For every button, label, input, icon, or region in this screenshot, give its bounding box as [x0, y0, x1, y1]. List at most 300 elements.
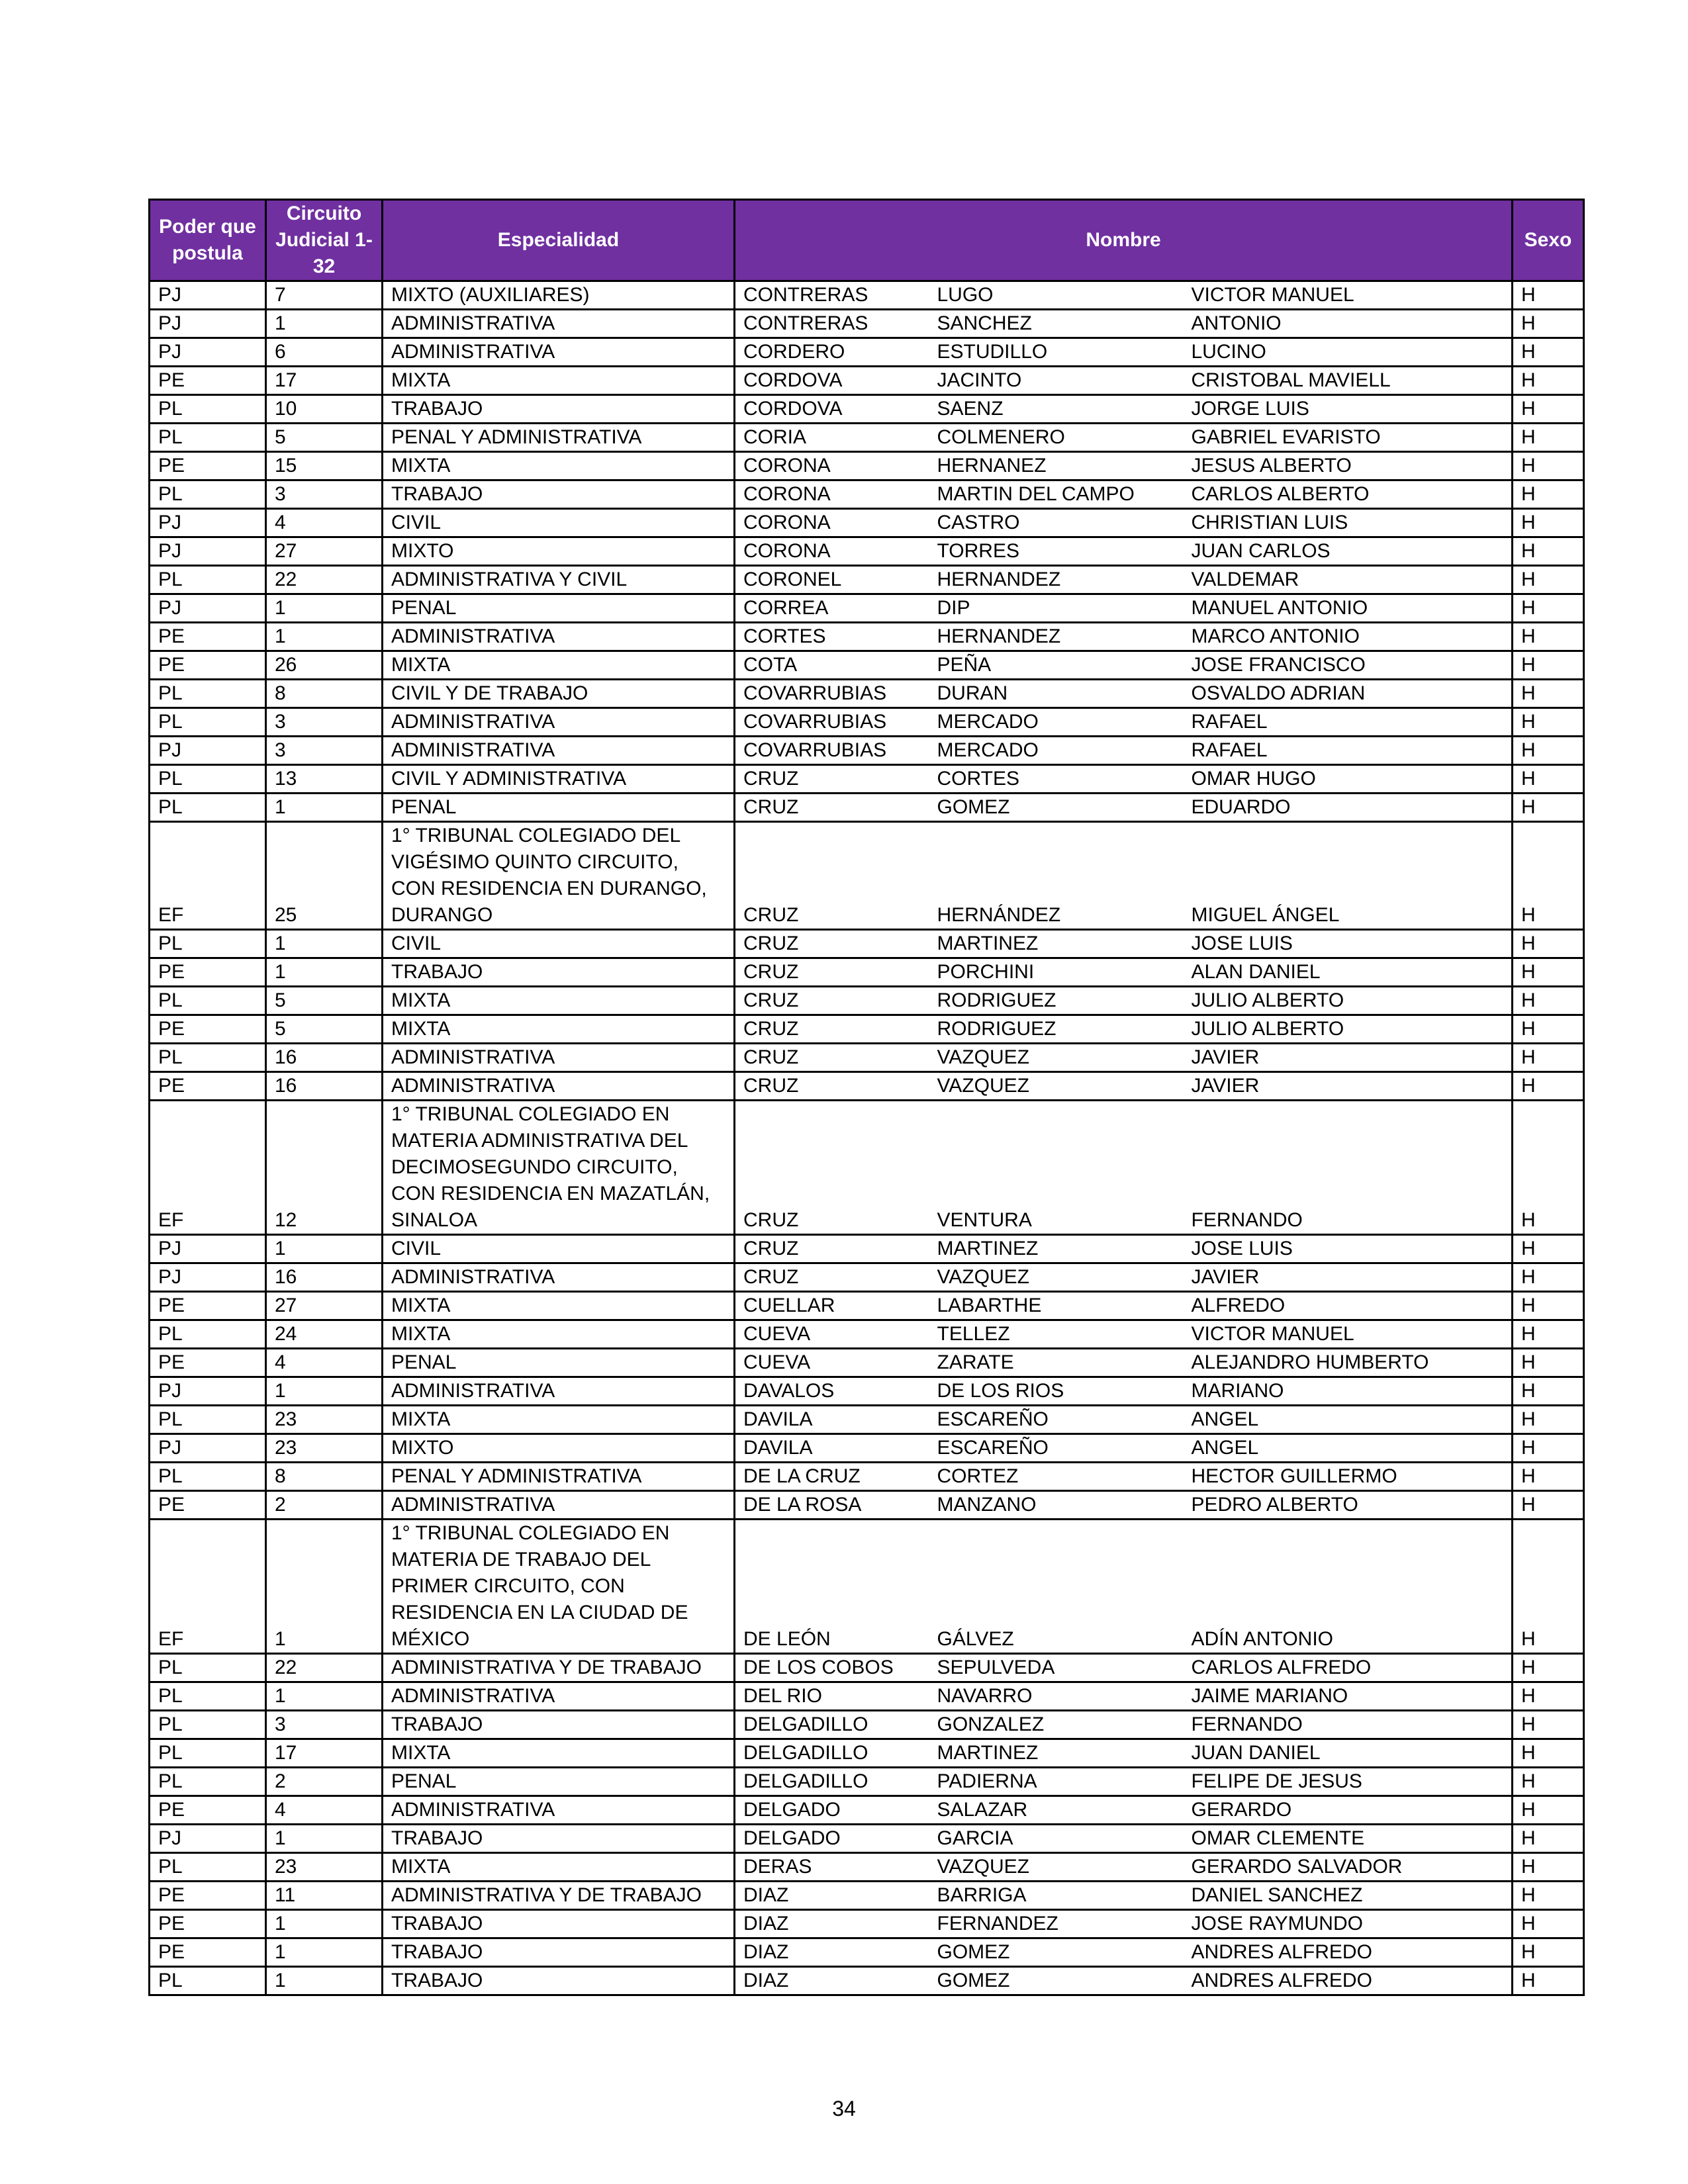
cell-especialidad: PENAL	[383, 794, 735, 822]
cell-especialidad: MIXTA	[383, 1015, 735, 1044]
cell-poder: PL	[150, 566, 266, 594]
cell-nombres: MIGUEL ÁNGEL	[1184, 822, 1513, 930]
cell-circuito: 1	[266, 594, 383, 623]
cell-apellido-materno: PADIERNA	[929, 1768, 1184, 1796]
cell-especialidad: ADMINISTRATIVA	[383, 1491, 735, 1520]
cell-sexo: H	[1513, 1967, 1584, 1995]
table-row	[150, 1739, 1584, 1768]
cell-sexo: H	[1513, 1739, 1584, 1768]
cell-especialidad: MIXTO	[383, 1434, 735, 1463]
cell-poder: PL	[150, 680, 266, 708]
table-row	[150, 651, 1584, 680]
cell-circuito: 12	[266, 1101, 383, 1235]
table-row	[150, 424, 1584, 452]
cell-poder: PJ	[150, 594, 266, 623]
cell-especialidad: MIXTA	[383, 367, 735, 395]
cell-nombres: GERARDO	[1184, 1796, 1513, 1825]
cell-apellido-paterno: CORONA	[735, 480, 929, 509]
cell-poder: PJ	[150, 281, 266, 310]
table-row	[150, 1520, 1584, 1654]
cell-apellido-materno: SALAZAR	[929, 1796, 1184, 1825]
cell-poder: PL	[150, 1463, 266, 1491]
cell-circuito: 1	[266, 1520, 383, 1654]
cell-nombres: MARIANO	[1184, 1377, 1513, 1406]
cell-apellido-materno: VAZQUEZ	[929, 1044, 1184, 1072]
cell-sexo: H	[1513, 1853, 1584, 1882]
table-row	[150, 680, 1584, 708]
cell-poder: PE	[150, 452, 266, 480]
cell-circuito: 3	[266, 1711, 383, 1739]
cell-sexo: H	[1513, 1910, 1584, 1938]
cell-especialidad: MIXTA	[383, 1739, 735, 1768]
cell-apellido-materno: JACINTO	[929, 367, 1184, 395]
cell-apellido-materno: MARTINEZ	[929, 930, 1184, 958]
cell-sexo: H	[1513, 424, 1584, 452]
cell-nombres: FELIPE DE JESUS	[1184, 1768, 1513, 1796]
cell-nombres: ANTONIO	[1184, 310, 1513, 338]
cell-apellido-paterno: DAVILA	[735, 1434, 929, 1463]
cell-poder: PL	[150, 1967, 266, 1995]
cell-poder: PL	[150, 765, 266, 794]
cell-apellido-materno: FERNANDEZ	[929, 1910, 1184, 1938]
cell-circuito: 2	[266, 1491, 383, 1520]
cell-nombres: GABRIEL EVARISTO	[1184, 424, 1513, 452]
cell-apellido-paterno: DAVALOS	[735, 1377, 929, 1406]
cell-apellido-paterno: DE LEÓN	[735, 1520, 929, 1654]
table-row	[150, 537, 1584, 566]
cell-apellido-paterno: DELGADILLO	[735, 1768, 929, 1796]
cell-apellido-paterno: DELGADO	[735, 1825, 929, 1853]
cell-apellido-materno: TORRES	[929, 537, 1184, 566]
cell-poder: PL	[150, 1711, 266, 1739]
cell-sexo: H	[1513, 765, 1584, 794]
cell-circuito: 7	[266, 281, 383, 310]
cell-circuito: 16	[266, 1044, 383, 1072]
cell-circuito: 27	[266, 537, 383, 566]
cell-apellido-paterno: DELGADILLO	[735, 1739, 929, 1768]
cell-apellido-materno: COLMENERO	[929, 424, 1184, 452]
cell-nombres: ALEJANDRO HUMBERTO	[1184, 1349, 1513, 1377]
table-row	[150, 338, 1584, 367]
cell-especialidad: ADMINISTRATIVA	[383, 1682, 735, 1711]
table-row	[150, 930, 1584, 958]
cell-especialidad: MIXTA	[383, 452, 735, 480]
cell-especialidad: ADMINISTRATIVA Y DE TRABAJO	[383, 1882, 735, 1910]
cell-nombres: OMAR HUGO	[1184, 765, 1513, 794]
cell-apellido-paterno: CORDOVA	[735, 395, 929, 424]
cell-apellido-materno: VAZQUEZ	[929, 1072, 1184, 1101]
cell-apellido-materno: RODRIGUEZ	[929, 987, 1184, 1015]
cell-poder: PL	[150, 930, 266, 958]
cell-especialidad: MIXTA	[383, 651, 735, 680]
cell-especialidad: 1° TRIBUNAL COLEGIADO DEL VIGÉSIMO QUINTO CIRCUITO, CON RESIDENCIA EN DURANGO, DURANGO	[383, 822, 735, 930]
cell-especialidad: MIXTA	[383, 987, 735, 1015]
table-row	[150, 1768, 1584, 1796]
cell-especialidad: ADMINISTRATIVA	[383, 737, 735, 765]
cell-circuito: 1	[266, 1235, 383, 1263]
cell-apellido-materno: ESCAREÑO	[929, 1406, 1184, 1434]
cell-poder: PL	[150, 1682, 266, 1711]
cell-sexo: H	[1513, 1377, 1584, 1406]
cell-nombres: OMAR CLEMENTE	[1184, 1825, 1513, 1853]
cell-circuito: 25	[266, 822, 383, 930]
cell-sexo: H	[1513, 708, 1584, 737]
cell-poder: PJ	[150, 509, 266, 537]
cell-circuito: 11	[266, 1882, 383, 1910]
cell-apellido-paterno: CONTRERAS	[735, 310, 929, 338]
cell-circuito: 1	[266, 310, 383, 338]
cell-apellido-paterno: CORDOVA	[735, 367, 929, 395]
cell-nombres: VICTOR MANUEL	[1184, 1320, 1513, 1349]
cell-sexo: H	[1513, 480, 1584, 509]
cell-circuito: 1	[266, 794, 383, 822]
cell-apellido-materno: GOMEZ	[929, 1938, 1184, 1967]
cell-circuito: 26	[266, 651, 383, 680]
table-row	[150, 1711, 1584, 1739]
cell-nombres: JORGE LUIS	[1184, 395, 1513, 424]
cell-sexo: H	[1513, 958, 1584, 987]
cell-apellido-materno: VAZQUEZ	[929, 1853, 1184, 1882]
cell-apellido-paterno: CRUZ	[735, 765, 929, 794]
cell-sexo: H	[1513, 1101, 1584, 1235]
cell-apellido-paterno: DELGADILLO	[735, 1711, 929, 1739]
cell-sexo: H	[1513, 1825, 1584, 1853]
cell-poder: PJ	[150, 737, 266, 765]
cell-nombres: JOSE LUIS	[1184, 1235, 1513, 1263]
cell-poder: PL	[150, 424, 266, 452]
cell-poder: PE	[150, 1882, 266, 1910]
cell-apellido-paterno: DIAZ	[735, 1938, 929, 1967]
cell-sexo: H	[1513, 367, 1584, 395]
cell-circuito: 22	[266, 566, 383, 594]
table-row	[150, 566, 1584, 594]
cell-apellido-materno: GARCIA	[929, 1825, 1184, 1853]
table-row	[150, 1406, 1584, 1434]
cell-sexo: H	[1513, 1463, 1584, 1491]
cell-circuito: 3	[266, 708, 383, 737]
cell-apellido-paterno: CRUZ	[735, 1072, 929, 1101]
table-row	[150, 1882, 1584, 1910]
cell-poder: PL	[150, 395, 266, 424]
table-row	[150, 1349, 1584, 1377]
cell-apellido-paterno: CORIA	[735, 424, 929, 452]
cell-sexo: H	[1513, 794, 1584, 822]
cell-nombres: RAFAEL	[1184, 737, 1513, 765]
cell-nombres: RAFAEL	[1184, 708, 1513, 737]
cell-nombres: GERARDO SALVADOR	[1184, 1853, 1513, 1882]
cell-circuito: 15	[266, 452, 383, 480]
cell-poder: PJ	[150, 1825, 266, 1853]
cell-especialidad: ADMINISTRATIVA	[383, 708, 735, 737]
cell-especialidad: PENAL	[383, 1768, 735, 1796]
cell-poder: PE	[150, 1292, 266, 1320]
cell-nombres: JULIO ALBERTO	[1184, 1015, 1513, 1044]
cell-apellido-paterno: DIAZ	[735, 1882, 929, 1910]
cell-poder: PL	[150, 1044, 266, 1072]
table-row	[150, 1682, 1584, 1711]
table-row	[150, 1825, 1584, 1853]
cell-circuito: 1	[266, 1377, 383, 1406]
cell-especialidad: ADMINISTRATIVA	[383, 1263, 735, 1292]
cell-apellido-paterno: CRUZ	[735, 987, 929, 1015]
cell-especialidad: TRABAJO	[383, 1711, 735, 1739]
cell-apellido-materno: MARTIN DEL CAMPO	[929, 480, 1184, 509]
table-row	[150, 1235, 1584, 1263]
cell-apellido-paterno: CUEVA	[735, 1320, 929, 1349]
cell-nombres: ANGEL	[1184, 1434, 1513, 1463]
cell-nombres: CRISTOBAL MAVIELL	[1184, 367, 1513, 395]
cell-nombres: ANDRES ALFREDO	[1184, 1967, 1513, 1995]
cell-poder: PE	[150, 1015, 266, 1044]
cell-especialidad: ADMINISTRATIVA Y DE TRABAJO	[383, 1654, 735, 1682]
table-row	[150, 594, 1584, 623]
cell-apellido-paterno: DE LA ROSA	[735, 1491, 929, 1520]
cell-apellido-materno: DIP	[929, 594, 1184, 623]
cell-apellido-materno: DE LOS RIOS	[929, 1377, 1184, 1406]
cell-especialidad: PENAL	[383, 1349, 735, 1377]
cell-apellido-paterno: CRUZ	[735, 794, 929, 822]
cell-nombres: JESUS ALBERTO	[1184, 452, 1513, 480]
cell-poder: PE	[150, 1938, 266, 1967]
cell-poder: PJ	[150, 310, 266, 338]
cell-apellido-materno: VENTURA	[929, 1101, 1184, 1235]
cell-sexo: H	[1513, 1796, 1584, 1825]
cell-apellido-materno: GOMEZ	[929, 1967, 1184, 1995]
cell-circuito: 1	[266, 1967, 383, 1995]
cell-nombres: CHRISTIAN LUIS	[1184, 509, 1513, 537]
cell-sexo: H	[1513, 537, 1584, 566]
table-row	[150, 822, 1584, 930]
table-row	[150, 1044, 1584, 1072]
cell-circuito: 1	[266, 1825, 383, 1853]
cell-poder: PL	[150, 987, 266, 1015]
cell-especialidad: MIXTA	[383, 1292, 735, 1320]
cell-circuito: 17	[266, 1739, 383, 1768]
table-row	[150, 1463, 1584, 1491]
cell-sexo: H	[1513, 680, 1584, 708]
cell-nombres: JAVIER	[1184, 1044, 1513, 1072]
cell-especialidad: TRABAJO	[383, 1967, 735, 1995]
cell-nombres: LUCINO	[1184, 338, 1513, 367]
cell-apellido-materno: ESTUDILLO	[929, 338, 1184, 367]
table-row	[150, 1491, 1584, 1520]
cell-sexo: H	[1513, 1654, 1584, 1682]
cell-poder: PJ	[150, 1263, 266, 1292]
cell-apellido-materno: ESCAREÑO	[929, 1434, 1184, 1463]
cell-especialidad: MIXTO	[383, 537, 735, 566]
cell-sexo: H	[1513, 310, 1584, 338]
cell-apellido-paterno: DE LOS COBOS	[735, 1654, 929, 1682]
cell-especialidad: 1° TRIBUNAL COLEGIADO EN MATERIA DE TRABAJO DEL PRIMER CIRCUITO, CON RESIDENCIA EN LA CIUDAD DE MÉXICO	[383, 1520, 735, 1654]
cell-poder: PL	[150, 1768, 266, 1796]
cell-circuito: 5	[266, 424, 383, 452]
cell-especialidad: TRABAJO	[383, 1910, 735, 1938]
cell-sexo: H	[1513, 395, 1584, 424]
cell-nombres: EDUARDO	[1184, 794, 1513, 822]
cell-nombres: JAVIER	[1184, 1072, 1513, 1101]
cell-especialidad: ADMINISTRATIVA	[383, 1796, 735, 1825]
table-row	[150, 452, 1584, 480]
cell-apellido-paterno: DEL RIO	[735, 1682, 929, 1711]
cell-circuito: 1	[266, 930, 383, 958]
cell-poder: PJ	[150, 338, 266, 367]
cell-especialidad: CIVIL Y ADMINISTRATIVA	[383, 765, 735, 794]
table-body	[150, 281, 1584, 1995]
cell-apellido-materno: DURAN	[929, 680, 1184, 708]
cell-nombres: CARLOS ALBERTO	[1184, 480, 1513, 509]
cell-poder: PE	[150, 367, 266, 395]
cell-circuito: 23	[266, 1434, 383, 1463]
cell-poder: EF	[150, 1101, 266, 1235]
cell-poder: PL	[150, 1320, 266, 1349]
cell-apellido-materno: MANZANO	[929, 1491, 1184, 1520]
cell-apellido-paterno: CORTES	[735, 623, 929, 651]
cell-poder: PL	[150, 1853, 266, 1882]
cell-apellido-paterno: COTA	[735, 651, 929, 680]
cell-nombres: ADÍN ANTONIO	[1184, 1520, 1513, 1654]
cell-especialidad: ADMINISTRATIVA Y CIVIL	[383, 566, 735, 594]
cell-sexo: H	[1513, 623, 1584, 651]
cell-especialidad: ADMINISTRATIVA	[383, 1044, 735, 1072]
cell-sexo: H	[1513, 822, 1584, 930]
cell-apellido-paterno: CRUZ	[735, 1235, 929, 1263]
cell-sexo: H	[1513, 1938, 1584, 1967]
cell-circuito: 8	[266, 1463, 383, 1491]
table-row	[150, 1938, 1584, 1967]
cell-sexo: H	[1513, 1520, 1584, 1654]
cell-poder: PL	[150, 1739, 266, 1768]
cell-circuito: 3	[266, 737, 383, 765]
cell-especialidad: ADMINISTRATIVA	[383, 623, 735, 651]
table-row	[150, 1377, 1584, 1406]
table-row	[150, 310, 1584, 338]
cell-especialidad: CIVIL Y DE TRABAJO	[383, 680, 735, 708]
cell-circuito: 24	[266, 1320, 383, 1349]
cell-sexo: H	[1513, 1072, 1584, 1101]
cell-circuito: 4	[266, 1349, 383, 1377]
cell-circuito: 6	[266, 338, 383, 367]
cell-circuito: 27	[266, 1292, 383, 1320]
cell-nombres: JOSE FRANCISCO	[1184, 651, 1513, 680]
cell-nombres: FERNANDO	[1184, 1101, 1513, 1235]
cell-poder: PL	[150, 1654, 266, 1682]
cell-apellido-materno: ZARATE	[929, 1349, 1184, 1377]
cell-especialidad: MIXTA	[383, 1853, 735, 1882]
cell-circuito: 23	[266, 1406, 383, 1434]
cell-nombres: VICTOR MANUEL	[1184, 281, 1513, 310]
cell-sexo: H	[1513, 987, 1584, 1015]
cell-nombres: ALAN DANIEL	[1184, 958, 1513, 987]
cell-poder: PL	[150, 708, 266, 737]
cell-apellido-paterno: CORONEL	[735, 566, 929, 594]
cell-sexo: H	[1513, 509, 1584, 537]
cell-apellido-paterno: CRUZ	[735, 822, 929, 930]
cell-sexo: H	[1513, 651, 1584, 680]
cell-especialidad: MIXTA	[383, 1320, 735, 1349]
cell-especialidad: PENAL	[383, 594, 735, 623]
cell-sexo: H	[1513, 566, 1584, 594]
cell-nombres: ALFREDO	[1184, 1292, 1513, 1320]
cell-especialidad: TRABAJO	[383, 1825, 735, 1853]
cell-nombres: VALDEMAR	[1184, 566, 1513, 594]
header-poder: Poder que postula	[150, 200, 266, 281]
cell-especialidad: TRABAJO	[383, 395, 735, 424]
header-nombre: Nombre	[735, 200, 1513, 281]
cell-nombres: JUAN CARLOS	[1184, 537, 1513, 566]
cell-circuito: 1	[266, 1682, 383, 1711]
cell-circuito: 13	[266, 765, 383, 794]
cell-sexo: H	[1513, 1711, 1584, 1739]
table-row	[150, 1654, 1584, 1682]
cell-apellido-materno: SAENZ	[929, 395, 1184, 424]
cell-sexo: H	[1513, 1292, 1584, 1320]
table-row	[150, 737, 1584, 765]
cell-nombres: MARCO ANTONIO	[1184, 623, 1513, 651]
cell-apellido-paterno: CRUZ	[735, 1015, 929, 1044]
cell-nombres: JUAN DANIEL	[1184, 1739, 1513, 1768]
cell-circuito: 23	[266, 1853, 383, 1882]
table-row	[150, 1263, 1584, 1292]
table-row	[150, 987, 1584, 1015]
cell-poder: PE	[150, 1491, 266, 1520]
cell-apellido-paterno: CUEVA	[735, 1349, 929, 1377]
cell-apellido-materno: HERNANDEZ	[929, 623, 1184, 651]
cell-especialidad: CIVIL	[383, 930, 735, 958]
cell-sexo: H	[1513, 281, 1584, 310]
cell-apellido-paterno: CORONA	[735, 509, 929, 537]
cell-circuito: 5	[266, 987, 383, 1015]
cell-nombres: HECTOR GUILLERMO	[1184, 1463, 1513, 1491]
cell-apellido-materno: HERNÁNDEZ	[929, 822, 1184, 930]
cell-poder: PL	[150, 794, 266, 822]
cell-nombres: CARLOS ALFREDO	[1184, 1654, 1513, 1682]
header-especialidad: Especialidad	[383, 200, 735, 281]
cell-apellido-materno: MARTINEZ	[929, 1739, 1184, 1768]
cell-apellido-materno: CASTRO	[929, 509, 1184, 537]
cell-sexo: H	[1513, 452, 1584, 480]
cell-sexo: H	[1513, 1320, 1584, 1349]
cell-poder: PE	[150, 1910, 266, 1938]
cell-apellido-materno: MERCADO	[929, 737, 1184, 765]
cell-apellido-paterno: CRUZ	[735, 1101, 929, 1235]
cell-circuito: 10	[266, 395, 383, 424]
table-row	[150, 509, 1584, 537]
cell-apellido-paterno: CORDERO	[735, 338, 929, 367]
cell-poder: PE	[150, 1349, 266, 1377]
cell-sexo: H	[1513, 1768, 1584, 1796]
cell-apellido-materno: HERNANDEZ	[929, 566, 1184, 594]
cell-apellido-paterno: COVARRUBIAS	[735, 737, 929, 765]
cell-apellido-paterno: CRUZ	[735, 1044, 929, 1072]
cell-sexo: H	[1513, 1263, 1584, 1292]
cell-nombres: DANIEL SANCHEZ	[1184, 1882, 1513, 1910]
cell-apellido-paterno: COVARRUBIAS	[735, 680, 929, 708]
cell-circuito: 4	[266, 509, 383, 537]
cell-apellido-paterno: CRUZ	[735, 958, 929, 987]
cell-apellido-materno: GONZALEZ	[929, 1711, 1184, 1739]
cell-sexo: H	[1513, 1235, 1584, 1263]
cell-circuito: 22	[266, 1654, 383, 1682]
cell-sexo: H	[1513, 1406, 1584, 1434]
cell-nombres: JAVIER	[1184, 1263, 1513, 1292]
cell-poder: PE	[150, 1072, 266, 1101]
table-header-row	[150, 200, 1584, 281]
cell-apellido-paterno: DELGADO	[735, 1796, 929, 1825]
cell-apellido-materno: PORCHINI	[929, 958, 1184, 987]
cell-especialidad: ADMINISTRATIVA	[383, 338, 735, 367]
table-row	[150, 367, 1584, 395]
cell-nombres: ANGEL	[1184, 1406, 1513, 1434]
